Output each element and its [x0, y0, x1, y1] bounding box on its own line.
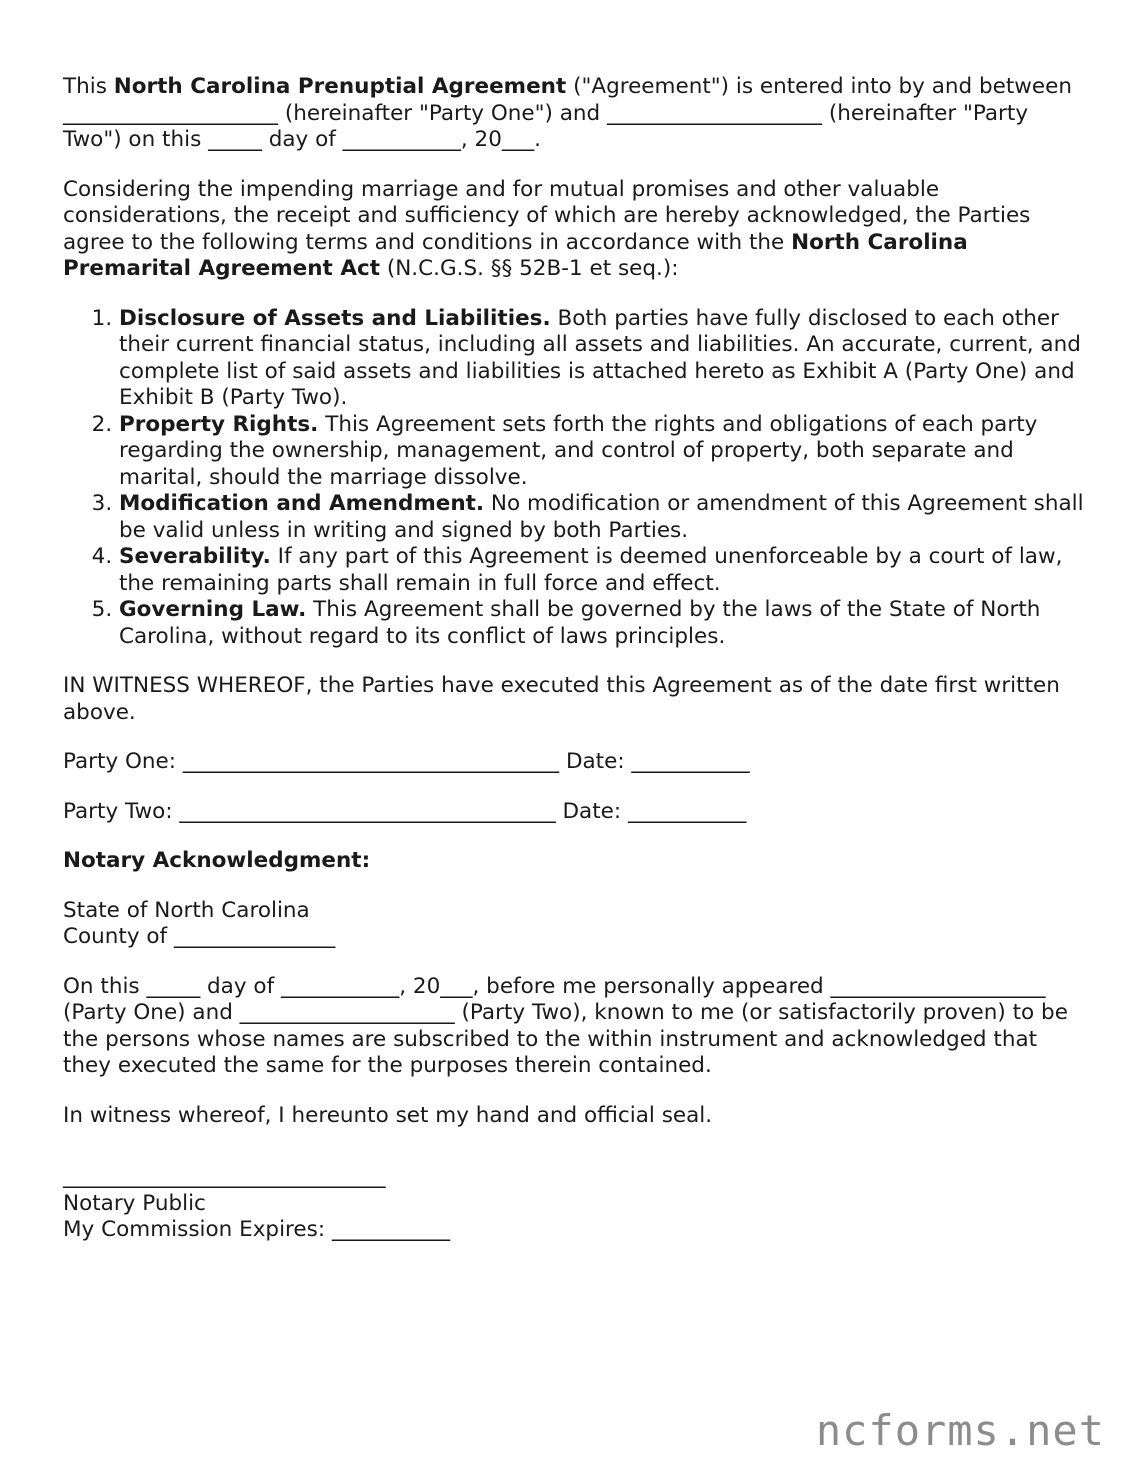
notary-signature-block: [63, 1164, 1088, 1244]
act-name: North Carolina Premarital Agreement Act: [63, 229, 968, 281]
brand-watermark: ncforms.net: [815, 1406, 1105, 1455]
term-title: Severability.: [119, 544, 271, 569]
term-title: Property Rights.: [119, 411, 319, 437]
terms-list: [63, 306, 1088, 651]
notary-state: State of North Carolina: [63, 897, 310, 923]
party-one-signature-line[interactable]: Party One: ___________________________________ Date: ___________: [63, 749, 750, 774]
considering-text-start: Considering the impending marriage and for mutual promises and other valuable considerations, the receipt and sufficiency of which are hereby acknowledged, the Parties agree to the following terms and conditions in accordance with the: [63, 176, 1031, 255]
term-text: This Agreement shall be governed by the laws of the State of North Carolina, without regard to its conflict of laws principles.: [119, 597, 1041, 649]
term-text: If any part of this Agreement is deemed unenforceable by a court of law, the remaining parts shall remain in full force and effect.: [119, 544, 1063, 596]
term-item: [119, 597, 1088, 650]
notary-heading: Notary Acknowledgment:: [63, 848, 371, 873]
term-item: [119, 544, 1088, 597]
intro-text-start: This: [63, 74, 114, 99]
term-item: [119, 306, 1088, 412]
notary-venue: [63, 898, 1088, 951]
intro-paragraph: [63, 74, 1088, 154]
term-item: [119, 412, 1088, 492]
considering-paragraph: [63, 177, 1088, 283]
term-text: Both parties have fully disclosed to each other their current financial status, including all assets and liabilities. An accurate, current, and complete list of said assets and liabilities is attached hereto as Exhibit A (Party One) and Exhibit B (Party Two).: [119, 305, 1081, 410]
term-text: No modification or amendment of this Agreement shall be valid unless in writing and signed by both Parties.: [119, 491, 1084, 543]
notary-statement: On this _____ day of ___________, 20___, before me personally appeared ____________________ (Party One) and ____________________ (Party Two), known to me (or satisfactorily proven) to be the persons whose names are subscribed to the within instrument and acknowledged that they executed the same for the purposes therein contained.: [63, 973, 1068, 1078]
party-two-signature-line[interactable]: Party Two: ___________________________________ Date: ___________: [63, 798, 747, 824]
considering-text-end: (N.C.G.S. §§ 52B-1 et seq.):: [379, 256, 679, 281]
term-item: [119, 491, 1088, 544]
notary-signature-line[interactable]: ______________________________: [63, 1164, 386, 1189]
intro-text-end: ("Agreement") is entered into by and between ____________________ (hereinafter "Party One") and ____________________ (hereinafter "Party Two") on this _____ day of ___________, 20___.: [63, 74, 1072, 152]
commission-expires[interactable]: My Commission Expires: ___________: [63, 1217, 451, 1242]
notary-title: Notary Public: [63, 1190, 206, 1216]
witness-paragraph: IN WITNESS WHEREOF, the Parties have executed this Agreement as of the date first written above.: [63, 673, 1060, 725]
term-title: Modification and Amendment.: [119, 491, 485, 516]
notary-county[interactable]: County of _______________: [63, 924, 336, 949]
term-title: Disclosure of Assets and Liabilities.: [119, 305, 551, 331]
term-title: Governing Law.: [119, 597, 307, 622]
notary-seal-statement: In witness whereof, I hereunto set my hand and official seal.: [63, 1102, 713, 1128]
agreement-title: North Carolina Prenuptial Agreement: [113, 74, 567, 99]
document-page: [63, 74, 1088, 1267]
term-text: This Agreement sets forth the rights and obligations of each party regarding the ownership, management, and control of property, both separate and marital, should the marriage dissolve.: [119, 411, 1038, 490]
